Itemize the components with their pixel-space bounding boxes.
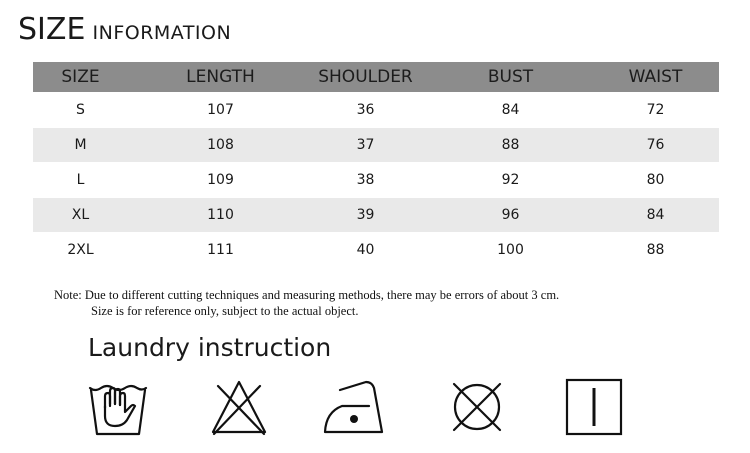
cell-shoulder: 38 [356,172,375,188]
hand-wash-icon [87,376,149,438]
laundry-instruction-title: Laundry instruction [88,333,332,362]
line-dry-icon [563,376,625,438]
cell-shoulder: 40 [356,242,375,258]
iron-medium-icon [322,376,384,438]
cell-size: 2XL [67,242,94,258]
table-row [33,233,719,267]
header-shoulder: SHOULDER [318,67,413,87]
size-information-title [18,12,231,47]
header-size: SIZE [61,67,100,87]
cell-waist: 80 [646,172,665,188]
table-row [33,163,719,197]
cell-length: 111 [207,242,234,258]
no-dry-clean-icon [446,376,508,438]
header-waist: WAIST [628,67,683,87]
cell-bust: 100 [497,242,524,258]
no-bleach-icon [208,376,270,438]
title-sub: INFORMATION [92,22,232,44]
measurement-note [54,287,559,319]
note-line-2: Size is for reference only, subject to the actual object. [91,304,359,318]
cell-bust: 84 [501,102,520,118]
cell-length: 108 [207,137,234,153]
cell-length: 107 [207,102,234,118]
cell-shoulder: 37 [356,137,375,153]
header-length: LENGTH [186,67,255,87]
table-row [33,198,719,232]
table-header-row [33,62,719,92]
cell-size: M [74,137,87,153]
note-line-1: Note: Due to different cutting techniques and measuring methods, there may be errors of about 3 cm. [54,288,560,302]
cell-length: 110 [207,207,234,223]
title-main: SIZE [18,12,86,47]
header-bust: BUST [487,67,534,87]
table-row [33,128,719,162]
cell-size: L [76,172,85,188]
cell-shoulder: 39 [356,207,375,223]
size-table [33,62,719,267]
cell-waist: 72 [646,102,665,118]
cell-shoulder: 36 [356,102,375,118]
cell-bust: 88 [501,137,520,153]
cell-length: 109 [207,172,234,188]
cell-size: S [76,102,85,118]
cell-waist: 88 [646,242,665,258]
cell-bust: 96 [501,207,520,223]
cell-waist: 76 [646,137,665,153]
table-row [33,93,719,127]
cell-bust: 92 [501,172,520,188]
cell-waist: 84 [646,207,665,223]
cell-size: XL [71,207,90,223]
